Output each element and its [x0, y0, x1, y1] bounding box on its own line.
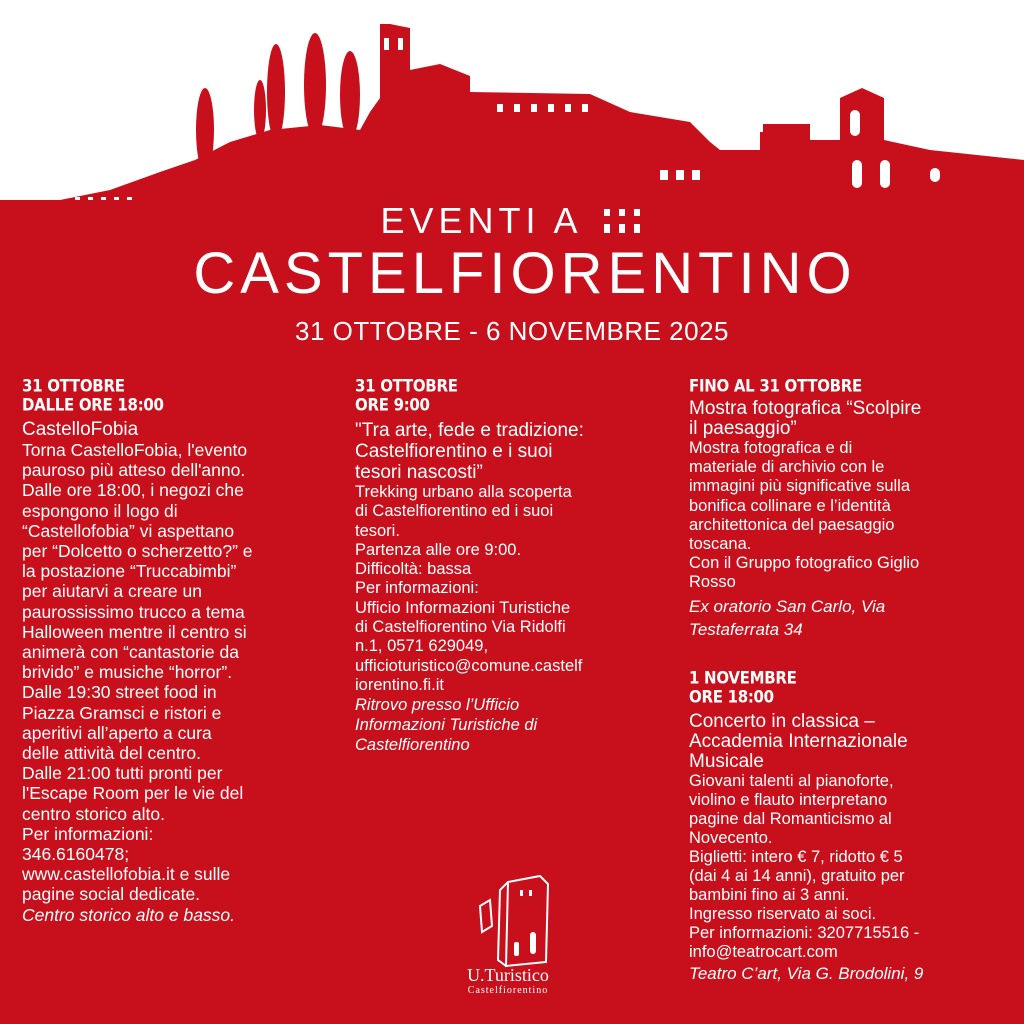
event-description: Trekking urbano alla scoperta di Castelfiorentino ed i suoi tesori. Partenza alle ore 9:00. Difficoltà: bassa Per informazioni: Ufficio Informazioni Turistiche di Castelfiorentino Via Ridolfi n.1, 0571 629049, ufficioturistico@comune.castelf iorentino.fi.it [355, 483, 583, 694]
event-date: 31 OTTOBRE [355, 376, 458, 397]
event-date: FINO AL 31 OTTOBRE [689, 376, 862, 397]
event-location: Teatro C’art, Via G. Brodolini, 9 [689, 964, 924, 983]
event-time: DALLE ORE 18:00 [22, 395, 164, 416]
event-castellofobia [22, 376, 342, 926]
event-time: ORE 18:00 [689, 687, 774, 708]
event-concerto [689, 668, 1009, 986]
event-date: 1 NOVEMBRE [689, 668, 797, 689]
event-location: Ritrovo presso l’Ufficio Informazioni Turistiche di Castelfiorentino [355, 696, 538, 755]
event-title: "Tra arte, fede e tradizione: Castelfiorentino e i suoi tesori nascosti” [355, 420, 584, 483]
header-date-range: 31 OTTOBRE - 6 NOVEMBRE 2025 [295, 316, 729, 346]
event-title: Concerto in classica – Accademia Internazionale Musicale [689, 711, 908, 772]
event-title: Mostra fotografica “Scolpire il paesaggio” [689, 398, 922, 439]
header-eventi-text: EVENTI A [380, 200, 581, 241]
event-location: Centro storico alto e basso. [22, 904, 236, 925]
header-town-name: CASTELFIORENTINO [193, 241, 857, 306]
window-dots-icon [600, 207, 644, 235]
header-line-1 [0, 200, 1024, 242]
event-location: Ex oratorio San Carlo, Via Testaferrata 34 [689, 596, 886, 639]
event-mostra [689, 376, 1009, 641]
event-time: ORE 9:00 [355, 395, 430, 416]
town-skyline-illustration [0, 0, 1024, 230]
event-description: Torna CastelloFobia, l'evento pauroso più atteso dell'anno. Dalle ore 18:00, i negozi che espongono il logo di “Castellofobia” vi aspettano per “Dolcetto o scherzetto?” e la postazione “Truccabimbi” per aiutarvi a creare un paurossissimo trucco a tema Halloween mentre il centro si animerà con “cantastorie da brivido” e musiche “horror”. Dalle 19:30 street food in Piazza Gramsci e ristori e aperitivi all’aperto a cura delle attività del centro. Dalle 21:00 tutti pronti per l'Escape Room per le vie del centro storico alto. Per informazioni: 346.6160478; www.castellofobia.it e sulle pagine social dedicate. [22, 440, 253, 905]
event-description: Giovani talenti al pianoforte, violino e flauto interpretano pagine dal Romanticismo al Novecento. Biglietti: intero € 7, ridotto € 5 (dai 4 ai 14 anni), gratuito per bambini fino ai 3 anni. Ingresso riservato ai soci. Per informazioni: 3207715516 - info@teatrocart.com [689, 772, 920, 961]
logo-subtitle: Castelfiorentino [467, 985, 549, 996]
event-date: 31 OTTOBRE [22, 376, 125, 397]
event-title: CastelloFobia [22, 419, 139, 440]
event-description: Mostra fotografica e di materiale di archivio con le immagini più significative sulla bonifica collinare e l’identità architettonica del paesaggio toscana. Con il Gruppo fotografico Giglio Rosso [689, 439, 920, 592]
logo-name: U.Turistico [467, 965, 549, 985]
event-trekking [355, 376, 675, 755]
